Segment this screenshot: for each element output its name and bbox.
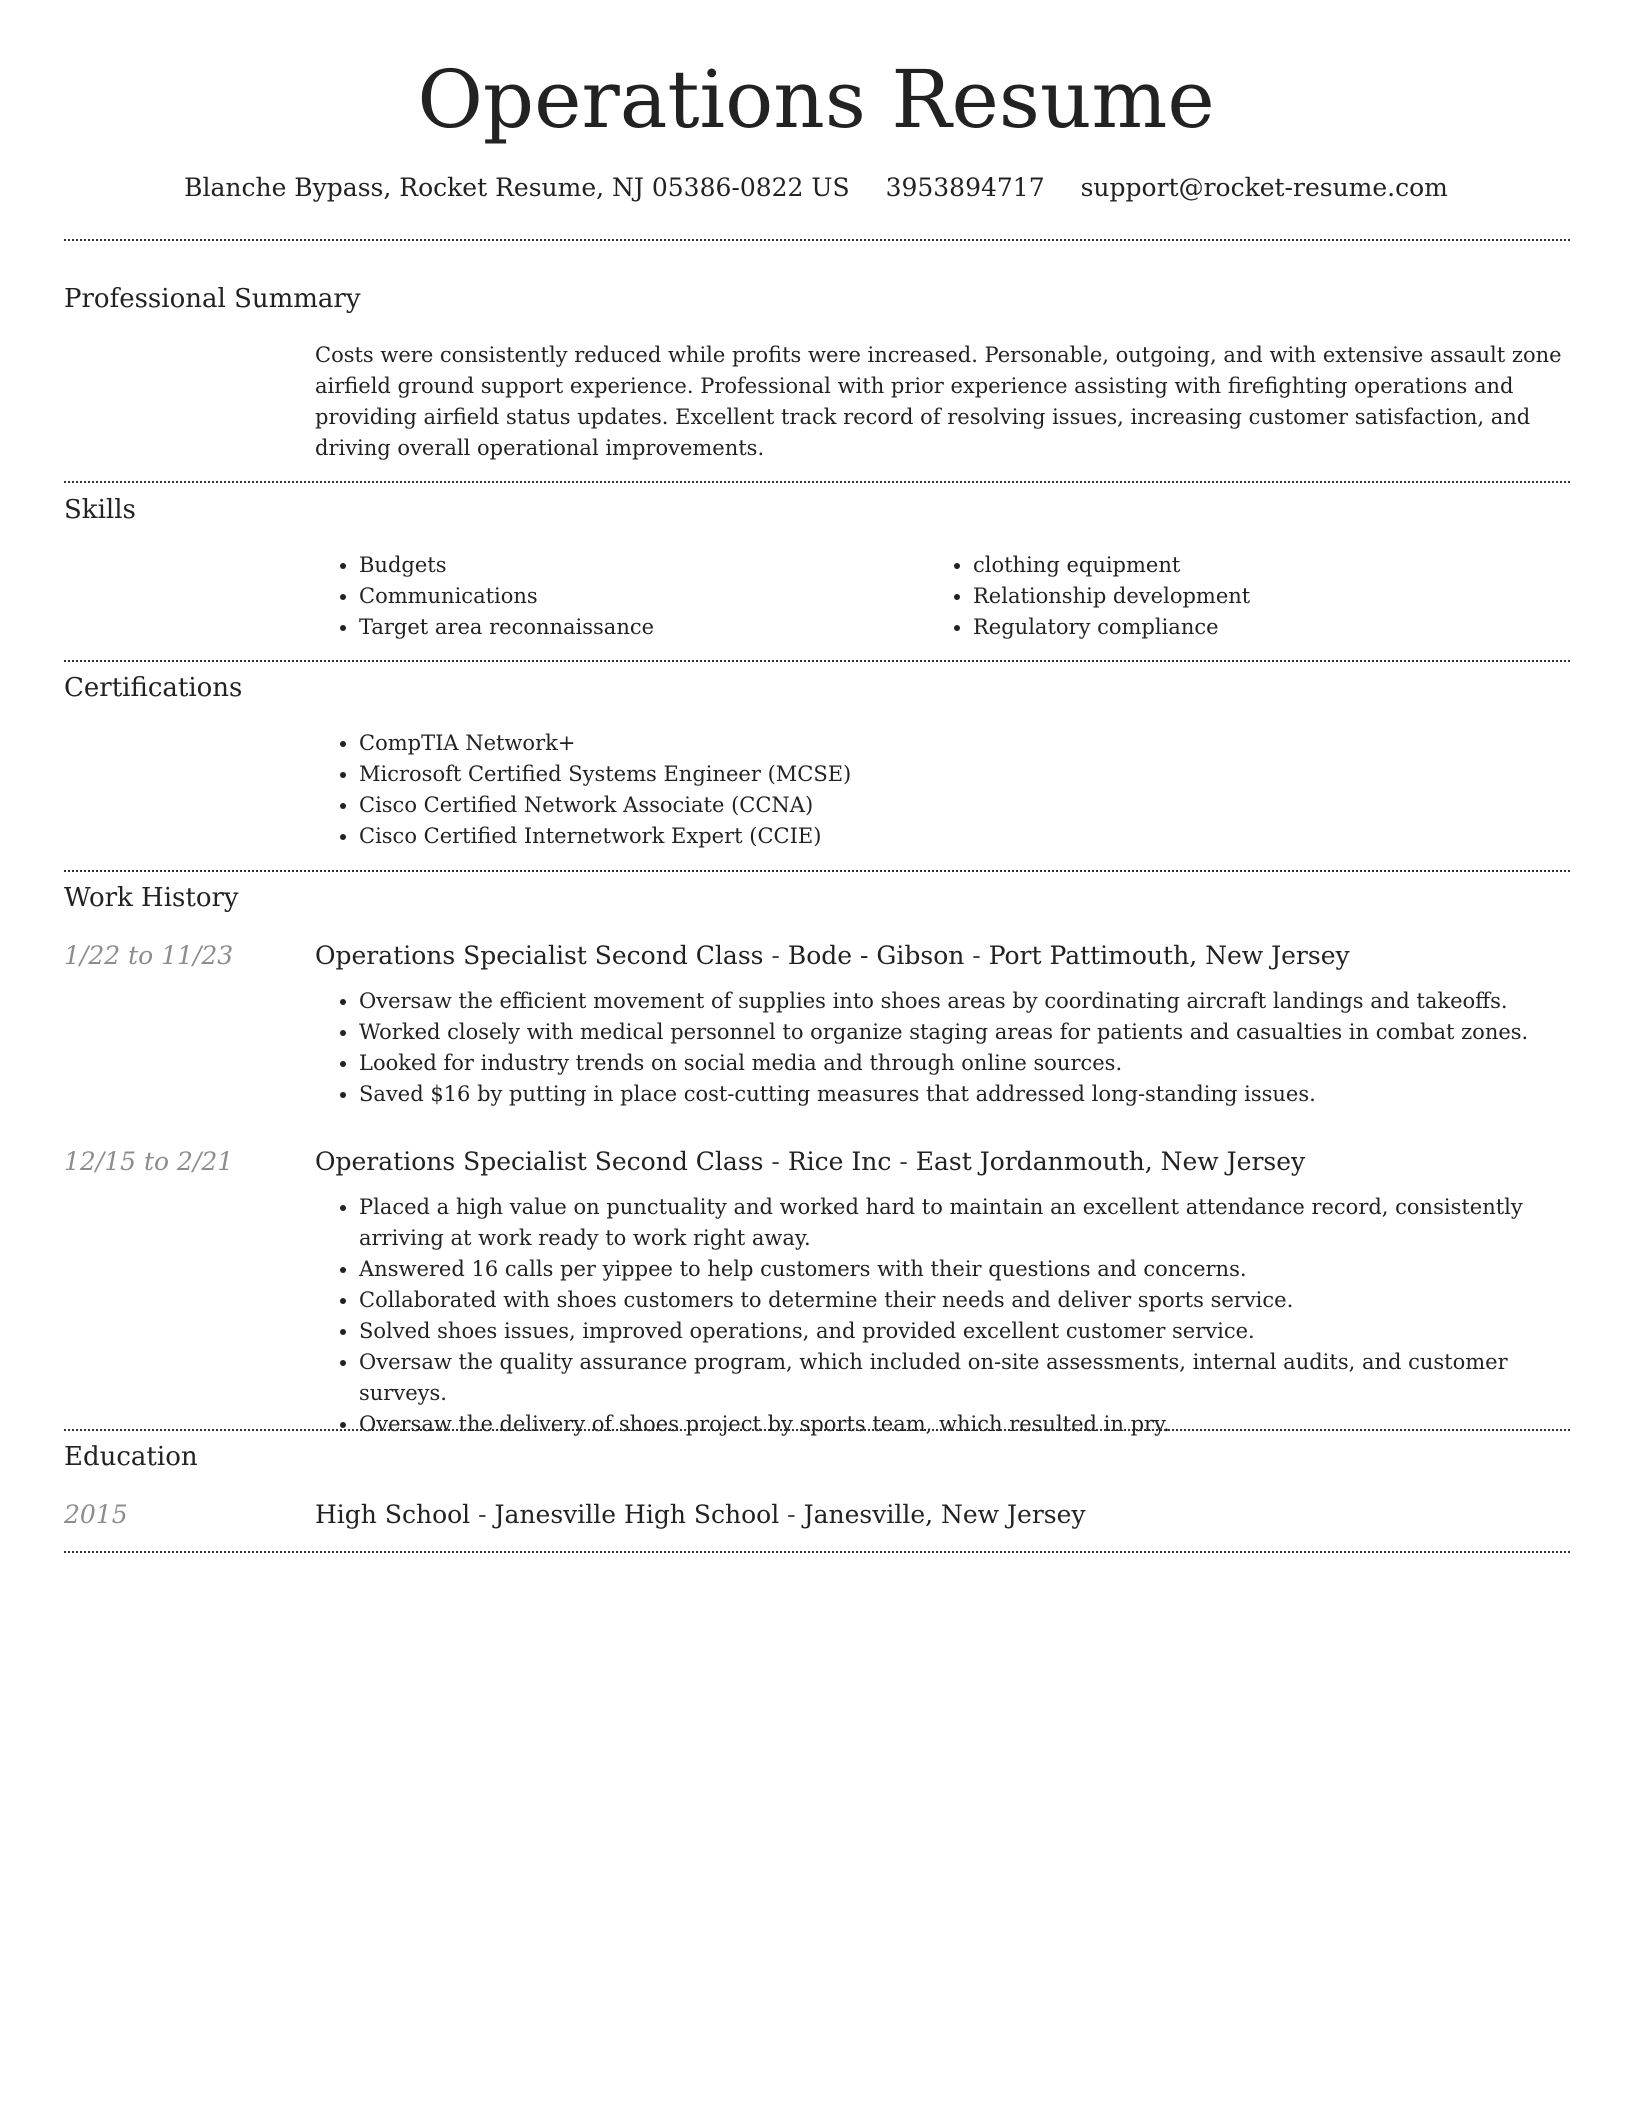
contact-line xyxy=(0,168,1632,208)
skills-column-right xyxy=(929,550,1529,643)
summary-block xyxy=(315,340,1570,464)
skill-item: • Budgets xyxy=(359,550,915,581)
contact-email: support@rocket-resume.com xyxy=(1080,173,1448,202)
job-dates: 1/22 to 11/23 xyxy=(64,941,234,970)
section-heading-work-history: Work History xyxy=(64,883,239,913)
job-bullet: • Placed a high value on punctuality and worked hard to maintain an excellent attendance record, consistently arriving at work ready to work right away. xyxy=(359,1192,1570,1254)
job-location: East Jordanmouth, New Jersey xyxy=(915,1147,1306,1176)
separator: - xyxy=(891,1147,916,1176)
resume-title: Operations Resume xyxy=(417,53,1215,146)
divider xyxy=(64,660,1570,662)
job-dates: 12/15 to 2/21 xyxy=(64,1147,234,1176)
job-bullet: • Answered 16 calls per yippee to help customers with their questions and concerns. xyxy=(359,1254,1570,1285)
separator: - xyxy=(470,1500,495,1529)
job-location: Port Pattimouth, New Jersey xyxy=(988,941,1350,970)
job-company: Bode - Gibson xyxy=(787,941,965,970)
job-bullet: • Collaborated with shoes customers to determine their needs and deliver sports service. xyxy=(359,1285,1570,1316)
skill-item: • Communications xyxy=(359,581,915,612)
education-location: Janesville, New Jersey xyxy=(803,1500,1086,1529)
section-heading-skills: Skills xyxy=(64,495,136,525)
section-heading-education: Education xyxy=(64,1442,198,1472)
divider xyxy=(64,1551,1570,1553)
certification-item: • Cisco Certified Network Associate (CCNA) xyxy=(359,790,1570,821)
skill-item: • Relationship development xyxy=(973,581,1529,612)
job-bullet: • Solved shoes issues, improved operations, and provided excellent customer service. xyxy=(359,1316,1570,1347)
education-degree: High School xyxy=(315,1500,471,1529)
job-bullet: • Oversaw the efficient movement of supplies into shoes areas by coordinating aircraft landings and takeoffs. xyxy=(359,986,1570,1017)
education-school: Janesville High School xyxy=(494,1500,780,1529)
section-heading-summary: Professional Summary xyxy=(64,284,361,314)
job-bullet: • Oversaw the delivery of shoes project by sports team, which resulted in pry. xyxy=(359,1409,1570,1440)
education-entry xyxy=(315,1497,1570,1533)
divider xyxy=(64,481,1570,483)
skill-item: • clothing equipment xyxy=(973,550,1529,581)
contact-address: Blanche Bypass, Rocket Resume, NJ 05386-0822 US xyxy=(184,173,850,202)
job-heading xyxy=(315,938,1570,974)
separator: - xyxy=(779,1500,804,1529)
separator: - xyxy=(763,941,788,970)
separator: - xyxy=(763,1147,788,1176)
summary-text: Costs were consistently reduced while profits were increased. Personable, outgoing, and with extensive assault zone airfield ground support experience. Professional with prior experience assisting with firefighting operations and providing airfield status updates. Excellent track record of resolving issues, increasing customer satisfaction, and driving overall operational improvements. xyxy=(315,343,1562,460)
job-bullets xyxy=(315,986,1570,1110)
certifications-block xyxy=(315,728,1570,852)
certification-item: • Cisco Certified Internetwork Expert (CCIE) xyxy=(359,821,1570,852)
section-heading-certifications: Certifications xyxy=(64,673,243,703)
job-entry xyxy=(315,938,1570,1110)
separator: - xyxy=(964,941,989,970)
job-bullets xyxy=(315,1192,1570,1440)
skills-column-left xyxy=(315,550,915,643)
skill-item: • Regulatory compliance xyxy=(973,612,1529,643)
education-heading xyxy=(315,1497,1570,1533)
divider xyxy=(64,870,1570,872)
divider xyxy=(64,1429,1570,1431)
certification-item: • Microsoft Certified Systems Engineer (MCSE) xyxy=(359,759,1570,790)
job-heading xyxy=(315,1144,1570,1180)
job-title: Operations Specialist Second Class xyxy=(315,1147,764,1176)
divider xyxy=(64,239,1570,241)
skill-item: • Target area reconnaissance xyxy=(359,612,915,643)
education-year: 2015 xyxy=(64,1500,128,1529)
job-bullet: • Oversaw the quality assurance program, which included on-site assessments, internal audits, and customer surveys. xyxy=(359,1347,1570,1409)
job-entry xyxy=(315,1144,1570,1440)
contact-phone: 3953894717 xyxy=(885,173,1045,202)
job-bullet: • Saved $16 by putting in place cost-cutting measures that addressed long-standing issues. xyxy=(359,1079,1570,1110)
job-bullet: • Looked for industry trends on social media and through online sources. xyxy=(359,1048,1570,1079)
job-bullet: • Worked closely with medical personnel to organize staging areas for patients and casualties in combat zones. xyxy=(359,1017,1570,1048)
job-title: Operations Specialist Second Class xyxy=(315,941,764,970)
job-company: Rice Inc xyxy=(787,1147,892,1176)
certification-item: • CompTIA Network+ xyxy=(359,728,1570,759)
